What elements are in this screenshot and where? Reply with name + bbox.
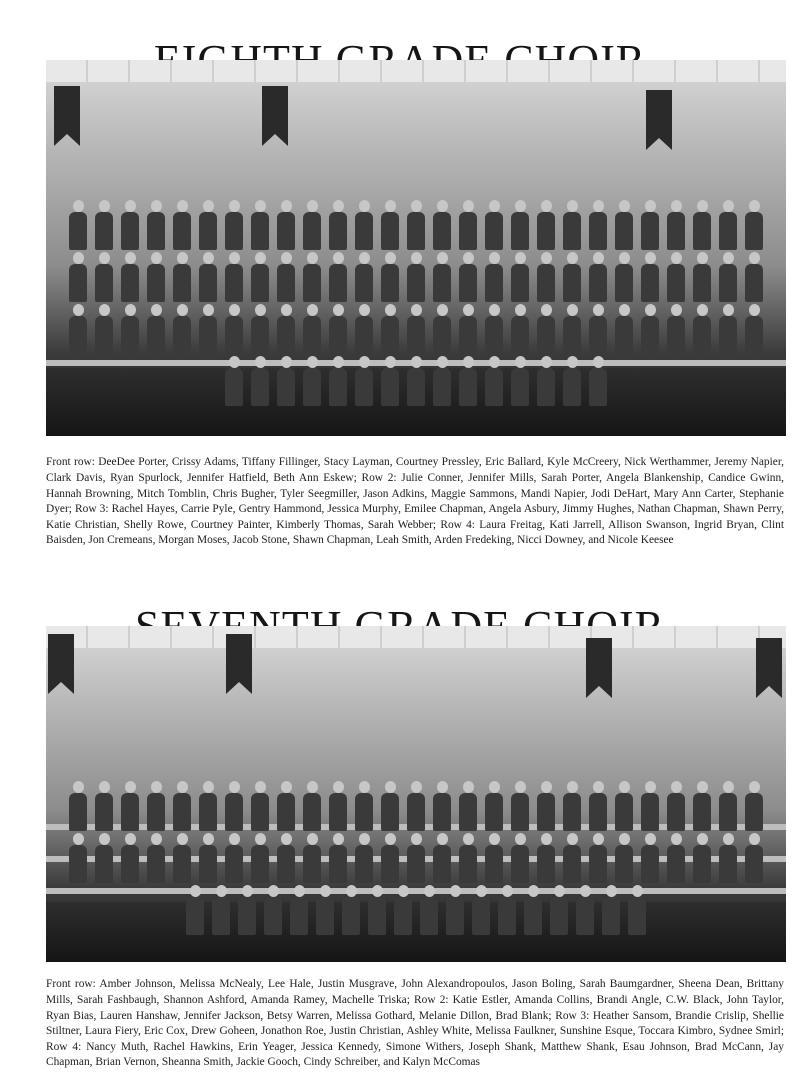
choir-group: [66, 653, 766, 935]
seventh-grade-choir-photo: [46, 626, 786, 962]
eighth-grade-choir-caption: Front row: DeeDee Porter, Crissy Adams, Tiffany Fillinger, Stacy Layman, Courtney Pressley, Eric Ballard, Kyle McCreery, Nick Werthammer, Jeremy Napier, Clark Davis, Ryan Spurlock, Jennifer Hatfield, Beth Ann Eskew; Row 2: Julie Conner, Jennifer Mills, Sarah Porter, Angela Blankenship, Candice Gwinn, Hannah Browning, Mitch Tomblin, Chris Bugher, Tyler Seegmiller, Jason Adkins, Maggie Sammons, Mandi Napier, Jodi DeHart, Mary Ann Carter, Stephanie Dyer; Row 3: Rachel Hayes, Carrie Pyle, Gentry Hammond, Jessica Murphy, Emilee Chapman, Angela Asbury, Jimmy Hughes, Nathan Chapman, Shawn Perry, Katie Christian, Shelly Rowe, Courtney Painter, Kimberly Thomas, Sarah Webber; Row 4: Laura Freitag, Kati Jarrell, Allison Swanson, Ingrid Bryan, Clint Baisden, Jon Cremeans, Morgan Moses, Jacob Stone, Shawn Chapman, Leah Smith, Arden Fredeking, Nicci Downey, and Nicole Keesee: [46, 456, 784, 547]
choir-group: [66, 90, 766, 406]
seventh-grade-choir-caption: Front row: Amber Johnson, Melissa McNealy, Lee Hale, Justin Musgrave, John Alexandropoulos, Jason Boling, Sarah Baumgardner, Sheena Dean, Brittany Mills, Sarah Fashbaugh, Shannon Ashford, Amanda Ramey, Machelle Triska; Row 2: Katie Estler, Amanda Collins, Brandi Angle, C.W. Black, John Taylor, Ryan Bias, Lauren Hanshaw, Jennifer Jackson, Betsy Warren, Melissa Gothard, Melanie Dillon, Brad Blank; Row 3: Heather Sansom, Brandie Crislip, Shellie Stiltner, Laura Fiery, Eric Cox, Drew Goheen, Jonathon Roe, Justin Christian, Ashley White, Melissa Faulkner, Sunshine Esque, Toccara Kimbro, Sydnee Smirl; Row 4: Nancy Muth, Rachel Hawkins, Erin Yeager, Jessica Kennedy, Simone Withers, Joseph Shank, Matthew Shank, Esau Johnson, Brad McCann, Jay Chapman, Brian Vernon, Sheanna Smith, Jackie Gooch, Cindy Schreiber, and Kalyn McComas: [46, 978, 784, 1069]
eighth-grade-choir-photo: [46, 60, 786, 436]
ceiling-decoration: [46, 60, 786, 82]
ceiling-decoration: [46, 626, 786, 648]
